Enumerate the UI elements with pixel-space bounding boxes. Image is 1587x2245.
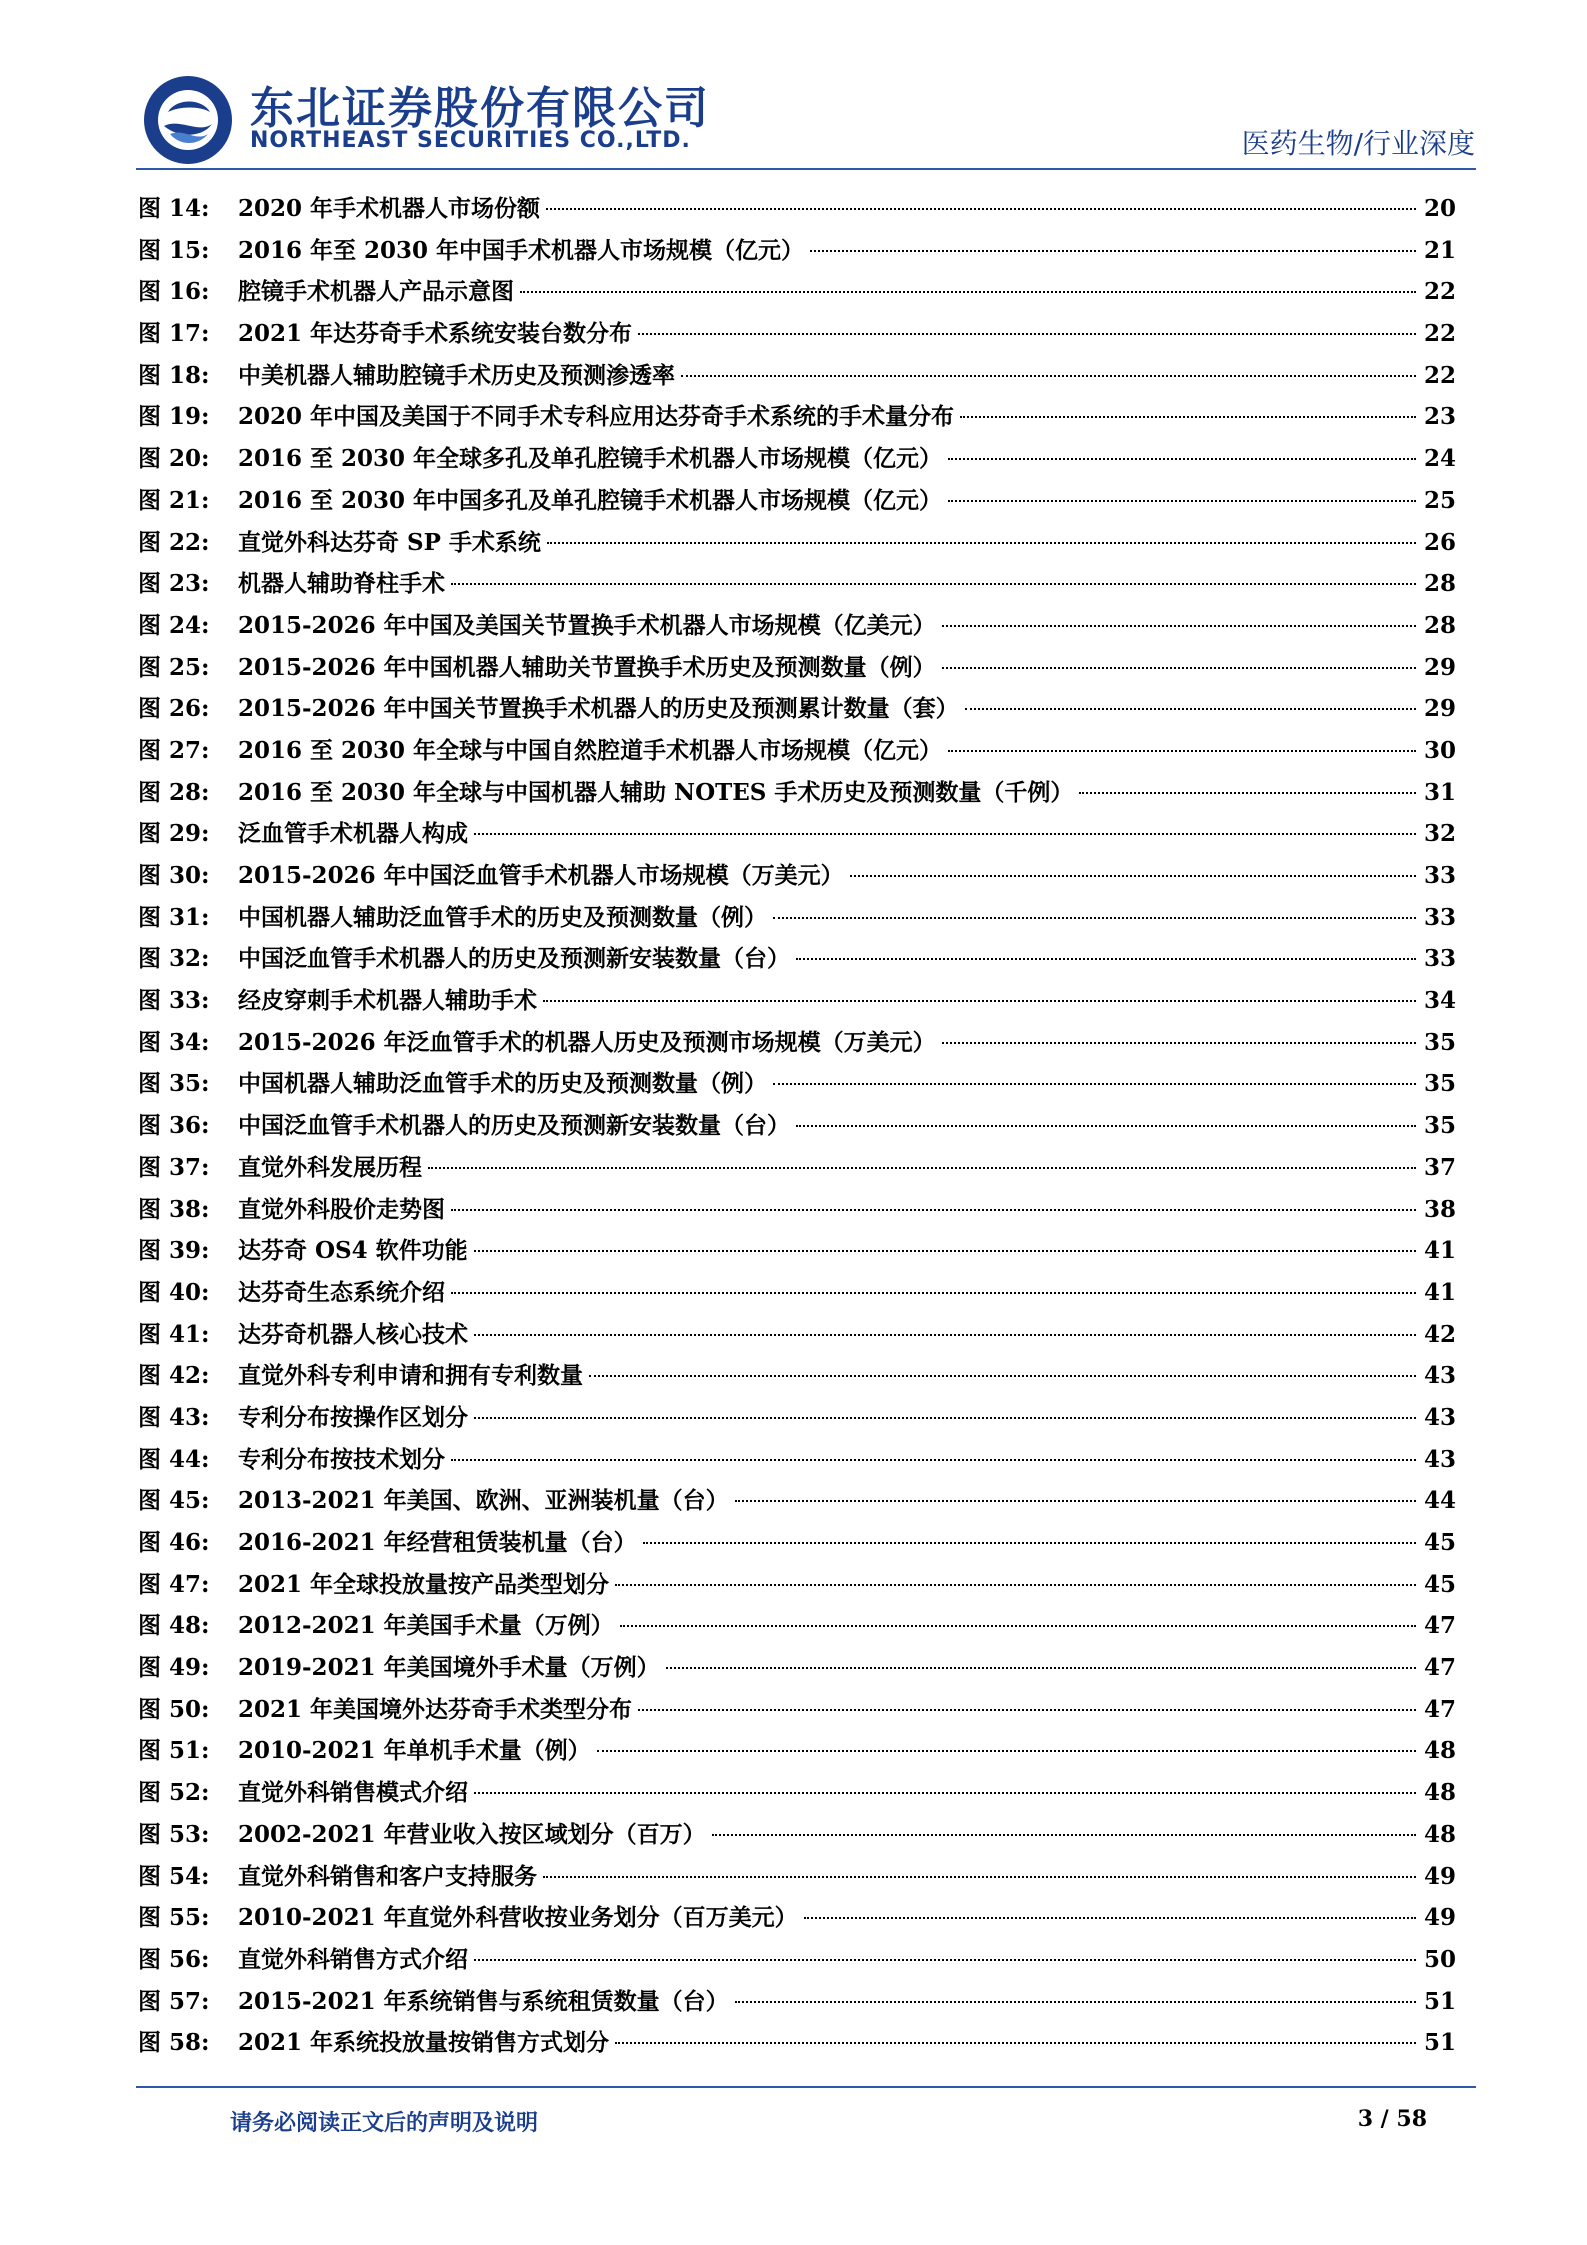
figure-page-number: 50 [1423, 1945, 1456, 1973]
toc-entry[interactable] [138, 940, 1456, 982]
dot-leader [543, 1000, 1416, 1002]
dot-leader [451, 583, 1416, 585]
figure-page-number: 49 [1423, 1862, 1456, 1890]
disclaimer-note: 请务必阅读正文后的声明及说明 [230, 2111, 539, 2136]
figure-label: 图 16: [138, 278, 210, 306]
figure-title: 2015-2026 年中国泛血管手术机器人市场规模（万美元） [238, 862, 844, 889]
toc-entry[interactable] [138, 1649, 1456, 1691]
figure-label: 图 21: [138, 486, 210, 514]
toc-entry[interactable] [138, 1024, 1456, 1066]
dot-leader [810, 250, 1416, 252]
toc-entry[interactable] [138, 2024, 1456, 2066]
toc-entry[interactable] [138, 1399, 1456, 1441]
dot-leader [942, 1042, 1416, 1044]
figure-label: 图 30: [138, 862, 210, 889]
dot-leader [428, 1167, 1416, 1169]
figure-label: 图 28: [138, 778, 210, 806]
toc-entry[interactable] [138, 1774, 1456, 1816]
dot-leader [474, 1334, 1416, 1336]
figure-page-number: 47 [1423, 1695, 1456, 1723]
dot-leader [451, 1459, 1416, 1461]
figure-label: 图 50: [138, 1695, 210, 1723]
figure-page-number: 43 [1423, 1403, 1456, 1431]
figure-label: 图 19: [138, 403, 210, 431]
dot-leader [474, 833, 1416, 835]
figure-title: 达芬奇机器人核心技术 [238, 1320, 468, 1348]
figure-label: 图 46: [138, 1529, 210, 1556]
figure-page-number: 51 [1423, 1987, 1456, 2015]
dot-leader [474, 1792, 1416, 1794]
figure-label: 图 39: [138, 1237, 210, 1265]
figure-page-number: 41 [1423, 1278, 1456, 1306]
toc-entry[interactable] [138, 1524, 1456, 1566]
dot-leader [474, 1417, 1416, 1419]
figure-label: 图 31: [138, 903, 210, 931]
toc-entry[interactable] [138, 732, 1456, 774]
dot-leader [620, 1625, 1416, 1627]
toc-entry[interactable] [138, 1274, 1456, 1316]
toc-entry[interactable] [138, 1482, 1456, 1524]
dot-leader [960, 416, 1416, 418]
figure-label: 图 44: [138, 1445, 210, 1473]
figure-label: 图 54: [138, 1862, 210, 1890]
header-divider [136, 168, 1476, 170]
dot-leader [773, 1083, 1416, 1085]
dot-leader [948, 458, 1416, 460]
figure-title: 泛血管手术机器人构成 [238, 820, 468, 848]
figure-title: 2015-2026 年泛血管手术的机器人历史及预测市场规模（万美元） [238, 1028, 936, 1056]
figure-title: 2021 年达芬奇手术系统安装台数分布 [238, 320, 633, 348]
figure-title: 2021 年全球投放量按产品类型划分 [238, 1570, 610, 1598]
dot-leader [965, 708, 1416, 710]
figure-page-number: 41 [1423, 1237, 1456, 1265]
dot-leader [735, 1500, 1416, 1502]
figure-title: 2021 年系统投放量按销售方式划分 [238, 2029, 610, 2057]
company-name-en: NORTHEAST SECURITIES CO.,LTD. [250, 128, 691, 153]
figure-label: 图 36: [138, 1112, 210, 1140]
figure-title: 直觉外科股价走势图 [238, 1195, 445, 1223]
dot-leader [451, 1209, 1416, 1211]
toc-entry[interactable] [138, 690, 1456, 732]
figure-page-number: 33 [1423, 903, 1456, 931]
toc-entry[interactable] [138, 1441, 1456, 1483]
figure-label: 图 55: [138, 1904, 210, 1932]
figure-page-number: 22 [1423, 278, 1456, 306]
figure-label: 图 47: [138, 1570, 210, 1598]
figure-title: 2015-2021 年系统销售与系统租赁数量（台） [238, 1987, 729, 2015]
company-name-cn: 东北证券股份有限公司 [250, 83, 710, 134]
figure-page-number: 48 [1423, 1737, 1456, 1765]
figure-title: 2015-2026 年中国及美国关节置换手术机器人市场规模（亿美元） [238, 611, 936, 639]
toc-entry[interactable] [138, 315, 1456, 357]
figure-title: 腔镜手术机器人产品示意图 [238, 278, 514, 306]
dot-leader [681, 375, 1416, 377]
figure-page-number: 28 [1423, 611, 1456, 639]
figure-page-number: 21 [1423, 236, 1456, 264]
toc-entry[interactable] [138, 1732, 1456, 1774]
figure-page-number: 31 [1423, 778, 1456, 806]
figure-title: 2021 年美国境外达芬奇手术类型分布 [238, 1695, 633, 1723]
figure-title: 直觉外科专利申请和拥有专利数量 [238, 1362, 583, 1390]
toc-entry[interactable] [138, 1191, 1456, 1233]
dot-leader [638, 1709, 1416, 1711]
figure-label: 图 32: [138, 945, 210, 973]
figure-title: 直觉外科销售和客户支持服务 [238, 1862, 537, 1890]
figure-label: 图 42: [138, 1362, 210, 1390]
toc-entry[interactable] [138, 1357, 1456, 1399]
figure-page-number: 49 [1423, 1904, 1456, 1932]
figure-title: 直觉外科销售模式介绍 [238, 1779, 468, 1807]
figure-label: 图 29: [138, 820, 210, 848]
figure-label: 图 35: [138, 1070, 210, 1098]
figure-title: 2010-2021 年单机手术量（例） [238, 1737, 591, 1765]
figure-label: 图 26: [138, 695, 210, 723]
figure-label: 图 56: [138, 1945, 210, 1973]
figure-page-number: 44 [1423, 1487, 1456, 1515]
toc-entry[interactable] [138, 899, 1456, 941]
toc-entry[interactable] [138, 815, 1456, 857]
toc-entry[interactable] [138, 273, 1456, 315]
figure-page-number: 35 [1423, 1070, 1456, 1098]
dot-leader [474, 1250, 1416, 1252]
figure-label: 图 17: [138, 320, 210, 348]
figure-label: 图 43: [138, 1403, 210, 1431]
dot-leader [1079, 792, 1416, 794]
figure-page-number: 43 [1423, 1362, 1456, 1390]
figure-title: 达芬奇生态系统介绍 [238, 1278, 445, 1306]
dot-leader [735, 2001, 1416, 2003]
figure-page-number: 45 [1423, 1529, 1456, 1556]
figure-page-number: 30 [1423, 736, 1456, 764]
dot-leader [712, 1834, 1416, 1836]
dot-leader [948, 500, 1416, 502]
dot-leader [546, 208, 1416, 210]
toc-entry[interactable] [138, 1983, 1456, 2025]
figure-page-number: 24 [1423, 445, 1456, 473]
toc-entry[interactable] [138, 1607, 1456, 1649]
dot-leader [942, 667, 1416, 669]
northeast-securities-logo-icon [140, 72, 236, 168]
figure-label: 图 41: [138, 1320, 210, 1348]
dot-leader [643, 1542, 1416, 1544]
figure-title: 2020 年中国及美国于不同手术专科应用达芬奇手术系统的手术量分布 [238, 403, 955, 431]
figure-page-number: 22 [1423, 320, 1456, 348]
figure-label: 图 48: [138, 1612, 210, 1640]
figure-title: 2002-2021 年营业收入按区域划分（百万） [238, 1820, 706, 1848]
figure-page-number: 22 [1423, 361, 1456, 389]
figure-page-number: 29 [1423, 653, 1456, 681]
figure-page-number: 33 [1423, 945, 1456, 973]
figure-label: 图 20: [138, 445, 210, 473]
toc-entry[interactable] [138, 1065, 1456, 1107]
figure-page-number: 47 [1423, 1612, 1456, 1640]
figure-page-number: 38 [1423, 1195, 1456, 1223]
figure-title: 中国机器人辅助泛血管手术的历史及预测数量（例） [238, 1070, 767, 1098]
figure-page-number: 26 [1423, 528, 1456, 556]
toc-entry[interactable] [138, 398, 1456, 440]
figure-page-number: 23 [1423, 403, 1456, 431]
figure-title: 直觉外科销售方式介绍 [238, 1945, 468, 1973]
figure-page-number: 48 [1423, 1820, 1456, 1848]
figure-title: 2016 至 2030 年全球多孔及单孔腔镜手术机器人市场规模（亿元） [238, 445, 943, 473]
figure-page-number: 34 [1423, 987, 1456, 1015]
figure-page-number: 28 [1423, 570, 1456, 598]
dot-leader [773, 917, 1416, 919]
toc-entry[interactable] [138, 232, 1456, 274]
figure-title: 2016-2021 年经营租赁装机量（台） [238, 1529, 637, 1556]
figure-title: 专利分布按技术划分 [238, 1445, 445, 1473]
figure-page-number: 48 [1423, 1779, 1456, 1807]
figure-title: 2015-2026 年中国关节置换手术机器人的历史及预测累计数量（套） [238, 695, 959, 723]
figure-page-number: 51 [1423, 2029, 1456, 2057]
footer-divider [136, 2086, 1476, 2088]
dot-leader [615, 2042, 1416, 2044]
dot-leader [451, 1292, 1416, 1294]
toc-entry[interactable] [138, 482, 1456, 524]
figure-title: 2015-2026 年中国机器人辅助关节置换手术历史及预测数量（例） [238, 653, 936, 681]
figure-label: 图 14: [138, 195, 210, 222]
figure-title: 中国泛血管手术机器人的历史及预测新安装数量（台） [238, 945, 790, 973]
figure-label: 图 27: [138, 736, 210, 764]
dot-leader [796, 1125, 1416, 1127]
figure-label: 图 49: [138, 1654, 210, 1682]
figure-page-number: 47 [1423, 1654, 1456, 1682]
figure-label: 图 53: [138, 1820, 210, 1848]
figure-label: 图 25: [138, 653, 210, 681]
figure-page-number: 25 [1423, 486, 1456, 514]
toc-entry[interactable] [138, 1858, 1456, 1900]
dot-leader [520, 291, 1416, 293]
toc-entry[interactable] [138, 1107, 1456, 1149]
dot-leader [474, 1959, 1416, 1961]
figure-label: 图 23: [138, 570, 210, 598]
figure-title: 机器人辅助脊柱手术 [238, 570, 445, 598]
toc-entry[interactable] [138, 982, 1456, 1024]
toc-entry[interactable] [138, 440, 1456, 482]
toc-entry[interactable] [138, 1566, 1456, 1608]
figure-title: 2016 至 2030 年全球与中国自然腔道手术机器人市场规模（亿元） [238, 736, 943, 764]
figure-label: 图 52: [138, 1779, 210, 1807]
dot-leader [543, 1876, 1416, 1878]
dot-leader [850, 875, 1416, 877]
figure-title: 2010-2021 年直觉外科营收按业务划分（百万美元） [238, 1904, 798, 1932]
toc-entry[interactable] [138, 607, 1456, 649]
figure-label: 图 22: [138, 528, 210, 556]
figure-page-number: 32 [1423, 820, 1456, 848]
dot-leader [942, 625, 1416, 627]
toc-entry[interactable] [138, 1941, 1456, 1983]
figure-page-number: 37 [1423, 1153, 1456, 1181]
figure-label: 图 57: [138, 1987, 210, 2015]
figure-title: 中国泛血管手术机器人的历史及预测新安装数量（台） [238, 1112, 790, 1140]
figure-title: 经皮穿刺手术机器人辅助手术 [238, 987, 537, 1015]
figure-title: 中美机器人辅助腔镜手术历史及预测渗透率 [238, 361, 675, 389]
figure-page-number: 42 [1423, 1320, 1456, 1348]
dot-leader [638, 333, 1416, 335]
toc-entry[interactable] [138, 1899, 1456, 1941]
figure-label: 图 38: [138, 1195, 210, 1223]
figure-label: 图 45: [138, 1487, 210, 1515]
dot-leader [796, 958, 1416, 960]
figure-title: 专利分布按操作区划分 [238, 1403, 468, 1431]
figure-page-number: 29 [1423, 695, 1456, 723]
dot-leader [547, 542, 1416, 544]
figure-label: 图 15: [138, 236, 210, 264]
figure-title: 2019-2021 年美国境外手术量（万例） [238, 1654, 660, 1682]
figure-page-number: 35 [1423, 1112, 1456, 1140]
toc-entry[interactable] [138, 524, 1456, 566]
dot-leader [948, 750, 1416, 752]
figure-title: 2016 至 2030 年全球与中国机器人辅助 NOTES 手术历史及预测数量（千例） [238, 778, 1074, 806]
figure-label: 图 37: [138, 1153, 210, 1181]
toc-entry[interactable] [138, 774, 1456, 816]
page-number: 3 / 58 [1357, 2106, 1427, 2132]
figure-title: 2020 年手术机器人市场份额 [238, 195, 541, 222]
dot-leader [615, 1584, 1416, 1586]
figure-page-number: 45 [1423, 1570, 1456, 1598]
figure-label: 图 51: [138, 1737, 210, 1765]
figure-title: 2013-2021 年美国、欧洲、亚洲装机量（台） [238, 1487, 729, 1515]
report-section: 医药生物/行业深度 [1241, 127, 1475, 160]
toc-entry[interactable] [138, 357, 1456, 399]
toc-entry[interactable] [138, 190, 1456, 232]
figure-index-list [138, 190, 1456, 2066]
figure-title: 达芬奇 OS4 软件功能 [238, 1237, 468, 1265]
toc-entry[interactable] [138, 1691, 1456, 1733]
dot-leader [589, 1375, 1416, 1377]
figure-page-number: 43 [1423, 1445, 1456, 1473]
toc-entry[interactable] [138, 1149, 1456, 1191]
figure-title: 2016 年至 2030 年中国手术机器人市场规模（亿元） [238, 236, 805, 264]
figure-title: 中国机器人辅助泛血管手术的历史及预测数量（例） [238, 903, 767, 931]
figure-label: 图 34: [138, 1028, 210, 1056]
figure-title: 直觉外科达芬奇 SP 手术系统 [238, 528, 541, 556]
toc-entry[interactable] [138, 1316, 1456, 1358]
toc-entry[interactable] [138, 857, 1456, 899]
figure-page-number: 35 [1423, 1028, 1456, 1056]
page-header [0, 0, 1587, 170]
dot-leader [666, 1667, 1416, 1669]
figure-label: 图 58: [138, 2029, 210, 2057]
figure-label: 图 24: [138, 611, 210, 639]
figure-title: 2016 至 2030 年中国多孔及单孔腔镜手术机器人市场规模（亿元） [238, 486, 943, 514]
figure-label: 图 18: [138, 361, 210, 389]
figure-label: 图 33: [138, 987, 210, 1015]
dot-leader [804, 1917, 1416, 1919]
figure-page-number: 20 [1423, 195, 1456, 222]
toc-entry[interactable] [138, 1816, 1456, 1858]
dot-leader [597, 1750, 1416, 1752]
toc-entry[interactable] [138, 649, 1456, 691]
figure-title: 直觉外科发展历程 [238, 1153, 422, 1181]
toc-entry[interactable] [138, 565, 1456, 607]
figure-title: 2012-2021 年美国手术量（万例） [238, 1612, 614, 1640]
figure-page-number: 33 [1423, 862, 1456, 889]
toc-entry[interactable] [138, 1232, 1456, 1274]
figure-label: 图 40: [138, 1278, 210, 1306]
